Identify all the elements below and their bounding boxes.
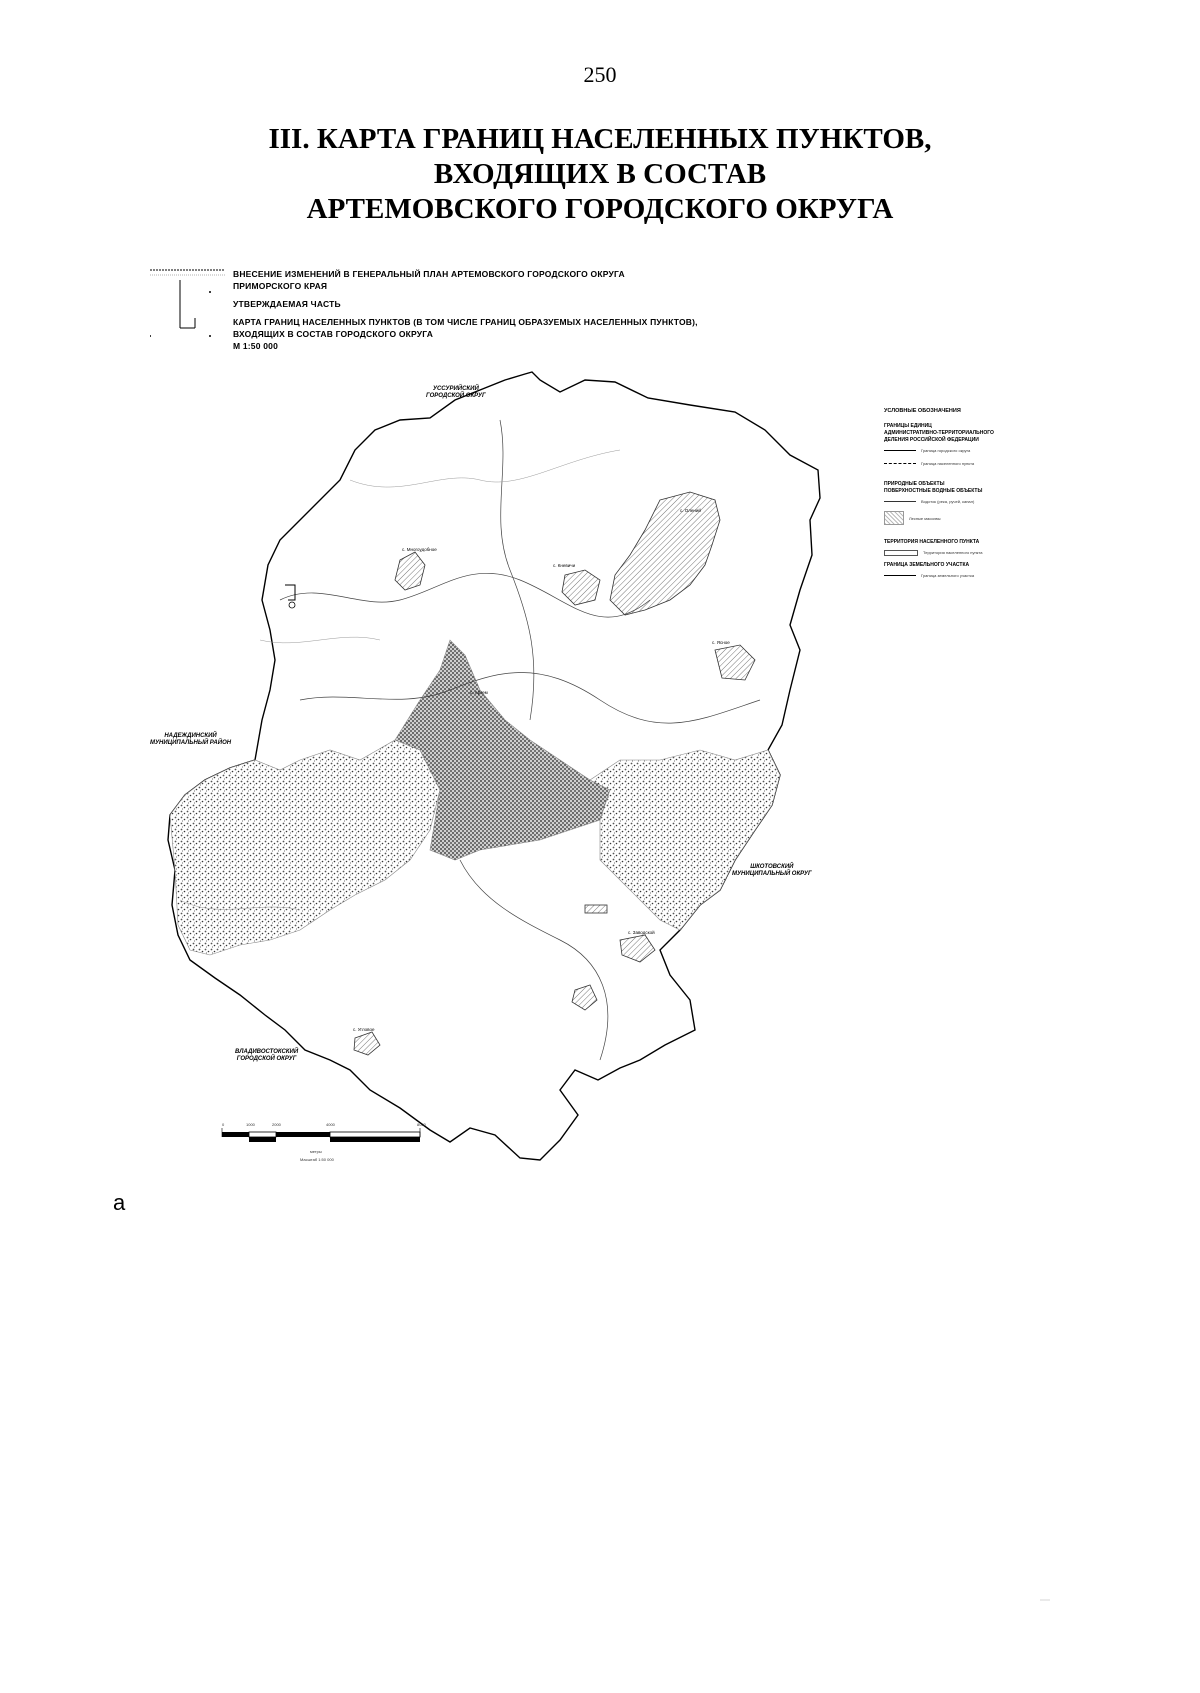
title-line-3: АРТЕМОВСКОГО ГОРОДСКОГО ОКРУГА — [306, 193, 894, 225]
place-label-1: с. Многоудобное — [402, 547, 437, 552]
legend-section-1-line-3: ДЕЛЕНИЯ РОССИЙСКОЙ ФЕДЕРАЦИИ — [884, 437, 979, 443]
neighbor-label-east: ШКОТОВСКИЙ МУНИЦИПАЛЬНЫЙ ОКРУГ — [732, 864, 812, 877]
legend-item-5: Территория населенного пункта — [884, 549, 1024, 556]
map-scale-text: М 1:50 000 — [233, 341, 278, 351]
place-label-2: с. Кневичи — [553, 563, 576, 568]
place-label-6: с. Заводской — [628, 930, 655, 935]
legend-section-4: ГРАНИЦА ЗЕМЕЛЬНОГО УЧАСТКА — [884, 562, 970, 568]
map-header-line-4: КАРТА ГРАНИЦ НАСЕЛЕННЫХ ПУНКТОВ (В ТОМ ЧИСЛЕ ГРАНИЦ ОБРАЗУЕМЫХ НАСЕЛЕННЫХ ПУНКТОВ), — [233, 317, 698, 327]
legend-item-1: Граница городского округа — [884, 447, 1024, 454]
map-header-line-2: ПРИМОРСКОГО КРАЯ — [233, 281, 328, 291]
parcel-line-icon — [884, 575, 916, 576]
neighbor-label-north: УССУРИЙСКИЙ ГОРОДСКОЙ ОКРУГ — [426, 386, 486, 399]
scale-tick-3: 4000 — [326, 1122, 335, 1127]
scale-tick-4: 8000 — [417, 1122, 426, 1127]
scale-unit: метры — [310, 1149, 322, 1154]
legend-section-1-line-2: АДМИНИСТРАТИВНО-ТЕРРИТОРИАЛЬНОГО — [884, 430, 994, 436]
stream-line-icon — [884, 501, 916, 502]
legend-item-3: Водоток (река, ручей, канал) — [884, 498, 1024, 505]
scale-tick-1: 1000 — [246, 1122, 255, 1127]
scale-tick-2: 2000 — [272, 1122, 281, 1127]
place-label-4: с. Ясное — [712, 640, 730, 645]
map-legend — [884, 408, 1024, 585]
page-number: 250 — [583, 62, 617, 87]
scale-tick-0: 0 — [222, 1122, 225, 1127]
solid-line-icon — [884, 450, 916, 451]
scale-bar — [222, 1128, 420, 1142]
settlement-patch-7 — [585, 905, 607, 913]
title-line-2: ВХОДЯЩИХ В СОСТАВ — [433, 158, 767, 190]
place-label-3: с. Олений — [680, 508, 701, 513]
map-header-line-3: УТВЕРЖДАЕМАЯ ЧАСТЬ — [233, 299, 341, 309]
legend-section-2: ПРИРОДНЫЕ ОБЪЕКТЫ — [884, 481, 945, 487]
legend-section-1-line-1: ГРАНИЦЫ ЕДИНИЦ — [884, 423, 932, 429]
legend-item-4: Лесные массивы — [884, 511, 1024, 525]
map-header-line-1: ВНЕСЕНИЕ ИЗМЕНЕНИЙ В ГЕНЕРАЛЬНЫЙ ПЛАН АРТЕМОВСКОГО ГОРОДСКОГО ОКРУГА — [233, 269, 625, 279]
legend-title: УСЛОВНЫЕ ОБОЗНАЧЕНИЯ — [884, 408, 961, 414]
scale-caption: Масштаб 1:50 000 — [300, 1157, 334, 1162]
footnote-letter: а — [113, 1190, 126, 1215]
place-label-5: с. Артем — [470, 690, 488, 695]
legend-item-2: Граница населенного пункта — [884, 460, 1024, 467]
legend-section-3: ТЕРРИТОРИЯ НАСЕЛЕННОГО ПУНКТА — [884, 539, 980, 545]
title-line-1: III. КАРТА ГРАНИЦ НАСЕЛЕННЫХ ПУНКТОВ, — [268, 123, 932, 155]
neighbor-label-west: НАДЕЖДИНСКИЙ МУНИЦИПАЛЬНЫЙ РАЙОН — [150, 733, 232, 746]
neighbor-label-south: ВЛАДИВОСТОКСКИЙ ГОРОДСКОЙ ОКРУГ — [235, 1049, 299, 1062]
dashed-line-icon — [884, 463, 916, 464]
map-header-line-5: ВХОДЯЩИХ В СОСТАВ ГОРОДСКОГО ОКРУГА — [233, 329, 434, 339]
legend-section-2-sub: ПОВЕРХНОСТНЫЕ ВОДНЫЕ ОБЪЕКТЫ — [884, 488, 983, 494]
hatched-area-icon — [884, 511, 904, 525]
place-label-7: с. Угловое — [353, 1027, 375, 1032]
legend-item-6: Граница земельного участка — [884, 572, 1024, 579]
outlined-area-icon — [884, 550, 918, 556]
